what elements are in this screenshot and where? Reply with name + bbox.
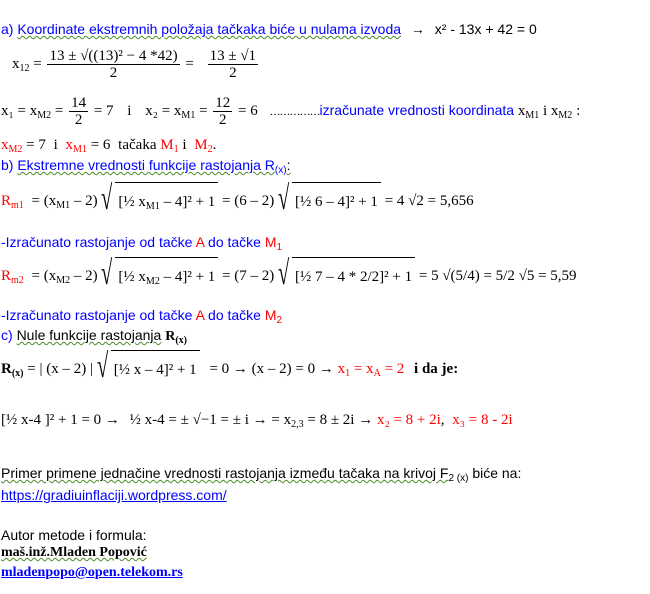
coords-line: $x_{M2} = 7$ i $x_{M1} = 6$ tačaka $M_1$ i $M_2$. bbox=[1, 137, 217, 155]
rm1-sqrt-2: √ [½ 6 – 4]² + 1 bbox=[278, 182, 381, 221]
section-a-title: Koordinate ekstremnih položaja tačkaka biće u nulama izvoda bbox=[17, 21, 402, 37]
section-c-label: c) bbox=[1, 327, 13, 343]
example-line: Primer primene jednačine vrednosti rastojanja između tačaka na krivoj $F_{2 (x)}$ biće na: bbox=[1, 465, 522, 484]
derivative-equation: x² - 13x + 42 = 0 bbox=[434, 21, 537, 37]
rm2-sqrt-2: √ [½ 7 – 4 * 2/2]² + 1 bbox=[278, 257, 415, 296]
dots-leader: …………… bbox=[269, 106, 320, 118]
x2-expr: $x_2 = x_{M1}$ = bbox=[145, 103, 208, 121]
section-b-title: Ekstremne vrednosti funkcije rastojanja $R_{(x)}$: bbox=[17, 157, 291, 176]
author-email[interactable]: mladenpopo@open.telekom.rs bbox=[1, 565, 183, 580]
xm2-label: $x_{M2}$ bbox=[1, 137, 23, 155]
author-name: maš.inž.Mladen Popović bbox=[1, 545, 147, 560]
complex-part1: [½ x-4 ]² + 1 = 0 → bbox=[1, 412, 120, 428]
rx-lhs: $R_{(x)}$ bbox=[1, 361, 24, 379]
x1-equals-xa: $x_1 = x_A = 2$ bbox=[337, 361, 405, 379]
section-c-title: Nule funkcije rastojanja bbox=[16, 327, 162, 343]
x12-fraction-2: $\frac{13 \pm √1}{2}$ bbox=[209, 48, 257, 82]
rm2-lhs: $R_{m2}$ bbox=[1, 268, 24, 286]
rm1-formula: $R_{m1} = (x_{M1} - 2)$ √ [½ $x_{M1} - 4]^2 + 1 = (6 - 2)$ √ [½ 6 – 4]² + 1 = 4 √2 = 5,656 bbox=[1, 182, 474, 221]
note-m2-line: -Izračunato rastojanje od tačke A do tačke $M_2$ bbox=[1, 307, 283, 326]
arrow-icon: → bbox=[410, 21, 425, 37]
x1-expr: $x_1 = x_{M2}$ = bbox=[1, 103, 64, 121]
roots-separator: i bbox=[127, 103, 132, 119]
x2-value: = 6 bbox=[238, 103, 258, 119]
section-a-line bbox=[1, 20, 537, 38]
x12-lhs: $x_{12}$ bbox=[12, 56, 30, 74]
computed-note: izračunate vrednosti koordinata bbox=[319, 102, 515, 118]
section-c-line bbox=[1, 326, 187, 346]
rm2-sqrt-1: √ [½ $x_{M2} - 4]^2 + 1$ bbox=[101, 257, 218, 296]
x2-fraction: $\frac{12}{2}$ bbox=[215, 95, 231, 129]
note-m2-target: $M_2$ bbox=[264, 307, 283, 326]
rm2-result: = 5 √(5/4) = 5/2 √5 = 5,59 bbox=[418, 268, 577, 284]
xm1-label: $x_{M1}$ bbox=[65, 137, 87, 155]
rm1-sqrt-1: √ [½ $x_{M1} - 4]^2 + 1$ bbox=[101, 182, 218, 221]
xm1-value: = 6 bbox=[90, 137, 111, 153]
section-a-label: a) bbox=[1, 21, 14, 37]
rm1-lhs: $R_{m1}$ bbox=[1, 193, 24, 211]
x2-complex: x₂ = 8 + 2i bbox=[376, 412, 441, 428]
rx-sqrt: √ [½ x – 4]² + 1 bbox=[97, 350, 200, 389]
link-line bbox=[1, 486, 227, 504]
author-label: Autor metode i formula: bbox=[1, 527, 147, 543]
section-b-line bbox=[1, 156, 290, 174]
complex-roots: [½ x-4 ]² + 1 = 0 → ½ x-4 = ± √−1 = ± i → = $x_{2,3} = 8 \pm 2i \to x_2 = 8 + 2i$, x₃ = 8 - 2i bbox=[1, 412, 513, 430]
x12-formula: $x_{12}$ = $\frac{\text{13 ± √((13)² − 4 *42)}}{2}$ = $\frac{13 \pm √1}{2}$ bbox=[12, 48, 257, 82]
blog-link[interactable]: https://gradiuinflaciji.wordpress.com/ bbox=[1, 487, 227, 503]
point-m1: $M_1$ bbox=[160, 137, 179, 155]
note-coords: $x_{M1}$ i $x_{M2}$ : bbox=[517, 103, 581, 121]
section-b-label: b) bbox=[1, 157, 14, 173]
xm2-value: = 7 bbox=[26, 137, 46, 153]
rm1-result: = 4 √2 = 5,656 bbox=[384, 193, 474, 209]
x1-value: = 7 bbox=[93, 103, 114, 119]
rx-equation: $R_{(x)}$ = | (x – 2) | √ [½ $x - 4]^2 + 1 = 0 \to (x - 2) = 0 \to x_1 = x_A = 2$ i da je: bbox=[1, 350, 458, 389]
section-c-fn: $R_{(x)}$ bbox=[165, 329, 187, 346]
point-m2: $M_2$ bbox=[194, 137, 213, 155]
note-m1-line: -Izračunato rastojanje od tačke A do tačke $M_1$ bbox=[1, 234, 283, 253]
x3-complex: x₃ = 8 - 2i bbox=[452, 412, 513, 428]
author-email-line bbox=[1, 564, 183, 582]
x1-fraction: $\frac{14}{2}$ bbox=[71, 95, 87, 129]
rm2-formula: $R_{m2} = (x_{M2} - 2)$ √ [½ $x_{M2} - 4]^2 + 1 = (7 - 2)$ √ [½ 7 – 4 * 2/2]² + 1 = 5 √(5/4) = 5/2 √5 = 5,59 bbox=[1, 257, 577, 296]
x12-fraction-1: $\frac{\text{13 ± √((13)² − 4 *42)}}{2}$ bbox=[49, 48, 178, 82]
roots-line bbox=[1, 92, 580, 130]
note-m1-target: $M_1$ bbox=[264, 234, 283, 253]
